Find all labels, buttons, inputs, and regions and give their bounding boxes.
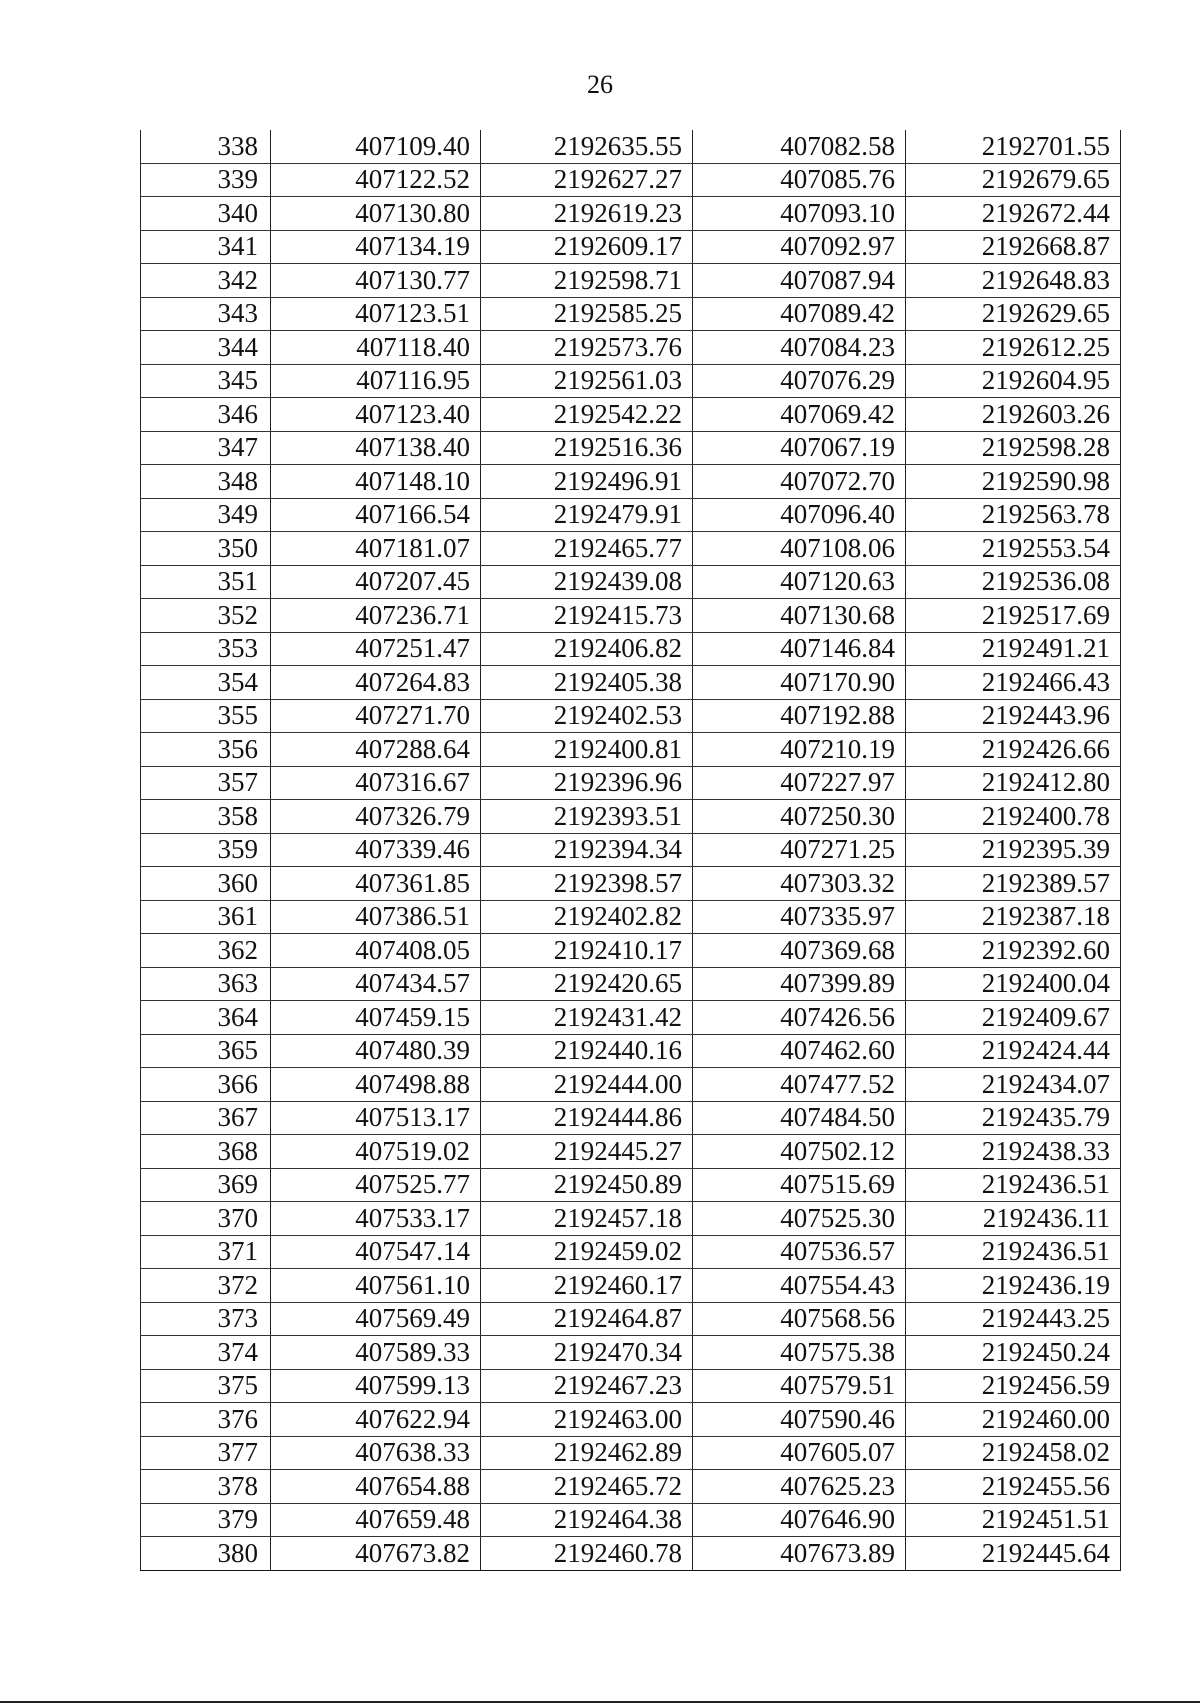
y2-cell: 2192590.98 [906, 465, 1121, 499]
y1-cell: 2192465.72 [481, 1470, 693, 1504]
coordinates-table [140, 130, 1121, 1571]
y2-cell: 2192424.44 [906, 1034, 1121, 1068]
table-row [141, 532, 1121, 566]
table-row [141, 632, 1121, 666]
y1-cell: 2192585.25 [481, 297, 693, 331]
point-number-cell: 373 [141, 1302, 271, 1336]
x1-cell: 407181.07 [271, 532, 481, 566]
y1-cell: 2192635.55 [481, 130, 693, 163]
x2-cell: 407515.69 [693, 1168, 906, 1202]
y1-cell: 2192479.91 [481, 498, 693, 532]
point-number-cell: 370 [141, 1202, 271, 1236]
x2-cell: 407271.25 [693, 833, 906, 867]
x2-cell: 407525.30 [693, 1202, 906, 1236]
y2-cell: 2192400.78 [906, 800, 1121, 834]
x1-cell: 407533.17 [271, 1202, 481, 1236]
table-row [141, 967, 1121, 1001]
point-number-cell: 341 [141, 230, 271, 264]
table-row [141, 297, 1121, 331]
x1-cell: 407638.33 [271, 1436, 481, 1470]
x1-cell: 407264.83 [271, 666, 481, 700]
table-row [141, 498, 1121, 532]
y1-cell: 2192396.96 [481, 766, 693, 800]
x1-cell: 407339.46 [271, 833, 481, 867]
scan-edge-line [0, 1701, 1200, 1703]
y2-cell: 2192648.83 [906, 264, 1121, 298]
x1-cell: 407236.71 [271, 599, 481, 633]
coordinates-table-body [141, 130, 1121, 1570]
y2-cell: 2192604.95 [906, 364, 1121, 398]
y1-cell: 2192619.23 [481, 197, 693, 231]
point-number-cell: 378 [141, 1470, 271, 1504]
table-row [141, 1135, 1121, 1169]
y1-cell: 2192496.91 [481, 465, 693, 499]
table-row [141, 599, 1121, 633]
y1-cell: 2192464.38 [481, 1503, 693, 1537]
table-row [141, 934, 1121, 968]
x1-cell: 407166.54 [271, 498, 481, 532]
point-number-cell: 346 [141, 398, 271, 432]
y2-cell: 2192436.51 [906, 1235, 1121, 1269]
y2-cell: 2192445.64 [906, 1537, 1121, 1571]
y1-cell: 2192410.17 [481, 934, 693, 968]
x2-cell: 407072.70 [693, 465, 906, 499]
point-number-cell: 352 [141, 599, 271, 633]
y2-cell: 2192435.79 [906, 1101, 1121, 1135]
x1-cell: 407673.82 [271, 1537, 481, 1571]
x2-cell: 407568.56 [693, 1302, 906, 1336]
table-row [141, 733, 1121, 767]
table-row [141, 666, 1121, 700]
y2-cell: 2192603.26 [906, 398, 1121, 432]
table-row [141, 1503, 1121, 1537]
y1-cell: 2192394.34 [481, 833, 693, 867]
table-row [141, 699, 1121, 733]
x1-cell: 407569.49 [271, 1302, 481, 1336]
y1-cell: 2192573.76 [481, 331, 693, 365]
point-number-cell: 375 [141, 1369, 271, 1403]
x2-cell: 407082.58 [693, 130, 906, 163]
y2-cell: 2192455.56 [906, 1470, 1121, 1504]
y1-cell: 2192457.18 [481, 1202, 693, 1236]
y1-cell: 2192542.22 [481, 398, 693, 432]
table-row [141, 1436, 1121, 1470]
point-number-cell: 338 [141, 130, 271, 163]
x2-cell: 407575.38 [693, 1336, 906, 1370]
x2-cell: 407076.29 [693, 364, 906, 398]
point-number-cell: 369 [141, 1168, 271, 1202]
y1-cell: 2192464.87 [481, 1302, 693, 1336]
y2-cell: 2192434.07 [906, 1068, 1121, 1102]
table-row [141, 833, 1121, 867]
y1-cell: 2192402.82 [481, 900, 693, 934]
table-row [141, 1034, 1121, 1068]
y2-cell: 2192456.59 [906, 1369, 1121, 1403]
point-number-cell: 365 [141, 1034, 271, 1068]
y2-cell: 2192451.51 [906, 1503, 1121, 1537]
x1-cell: 407622.94 [271, 1403, 481, 1437]
x1-cell: 407659.48 [271, 1503, 481, 1537]
x2-cell: 407477.52 [693, 1068, 906, 1102]
y2-cell: 2192426.66 [906, 733, 1121, 767]
x1-cell: 407130.80 [271, 197, 481, 231]
point-number-cell: 360 [141, 867, 271, 901]
x2-cell: 407625.23 [693, 1470, 906, 1504]
point-number-cell: 380 [141, 1537, 271, 1571]
y1-cell: 2192444.86 [481, 1101, 693, 1135]
x1-cell: 407138.40 [271, 431, 481, 465]
point-number-cell: 376 [141, 1403, 271, 1437]
point-number-cell: 377 [141, 1436, 271, 1470]
x2-cell: 407673.89 [693, 1537, 906, 1571]
y1-cell: 2192440.16 [481, 1034, 693, 1068]
point-number-cell: 347 [141, 431, 271, 465]
point-number-cell: 362 [141, 934, 271, 968]
x2-cell: 407146.84 [693, 632, 906, 666]
y2-cell: 2192612.25 [906, 331, 1121, 365]
x2-cell: 407590.46 [693, 1403, 906, 1437]
x2-cell: 407605.07 [693, 1436, 906, 1470]
point-number-cell: 379 [141, 1503, 271, 1537]
y1-cell: 2192627.27 [481, 163, 693, 197]
y2-cell: 2192395.39 [906, 833, 1121, 867]
table-row [141, 230, 1121, 264]
point-number-cell: 351 [141, 565, 271, 599]
x1-cell: 407547.14 [271, 1235, 481, 1269]
table-row [141, 364, 1121, 398]
point-number-cell: 366 [141, 1068, 271, 1102]
x2-cell: 407084.23 [693, 331, 906, 365]
y2-cell: 2192672.44 [906, 197, 1121, 231]
y2-cell: 2192400.04 [906, 967, 1121, 1001]
table-row [141, 1403, 1121, 1437]
table-row [141, 565, 1121, 599]
y2-cell: 2192563.78 [906, 498, 1121, 532]
table-row [141, 264, 1121, 298]
x2-cell: 407085.76 [693, 163, 906, 197]
y2-cell: 2192436.51 [906, 1168, 1121, 1202]
x2-cell: 407089.42 [693, 297, 906, 331]
x2-cell: 407096.40 [693, 498, 906, 532]
x1-cell: 407134.19 [271, 230, 481, 264]
x1-cell: 407386.51 [271, 900, 481, 934]
point-number-cell: 367 [141, 1101, 271, 1135]
x2-cell: 407170.90 [693, 666, 906, 700]
point-number-cell: 343 [141, 297, 271, 331]
x2-cell: 407067.19 [693, 431, 906, 465]
y2-cell: 2192629.65 [906, 297, 1121, 331]
table-row [141, 1470, 1121, 1504]
point-number-cell: 345 [141, 364, 271, 398]
table-row [141, 1235, 1121, 1269]
table-row [141, 331, 1121, 365]
table-row [141, 766, 1121, 800]
point-number-cell: 364 [141, 1001, 271, 1035]
x2-cell: 407462.60 [693, 1034, 906, 1068]
x2-cell: 407087.94 [693, 264, 906, 298]
x2-cell: 407303.32 [693, 867, 906, 901]
x1-cell: 407513.17 [271, 1101, 481, 1135]
x2-cell: 407554.43 [693, 1269, 906, 1303]
point-number-cell: 353 [141, 632, 271, 666]
x2-cell: 407484.50 [693, 1101, 906, 1135]
table-row [141, 1537, 1121, 1571]
table-row [141, 800, 1121, 834]
x1-cell: 407122.52 [271, 163, 481, 197]
y2-cell: 2192458.02 [906, 1436, 1121, 1470]
point-number-cell: 339 [141, 163, 271, 197]
point-number-cell: 357 [141, 766, 271, 800]
point-number-cell: 361 [141, 900, 271, 934]
y1-cell: 2192393.51 [481, 800, 693, 834]
x1-cell: 407498.88 [271, 1068, 481, 1102]
table-row [141, 130, 1121, 163]
table-row [141, 1369, 1121, 1403]
y2-cell: 2192466.43 [906, 666, 1121, 700]
x1-cell: 407118.40 [271, 331, 481, 365]
y1-cell: 2192444.00 [481, 1068, 693, 1102]
y2-cell: 2192436.19 [906, 1269, 1121, 1303]
x2-cell: 407369.68 [693, 934, 906, 968]
x1-cell: 407130.77 [271, 264, 481, 298]
table-row [141, 465, 1121, 499]
y2-cell: 2192443.25 [906, 1302, 1121, 1336]
point-number-cell: 372 [141, 1269, 271, 1303]
y1-cell: 2192516.36 [481, 431, 693, 465]
y2-cell: 2192460.00 [906, 1403, 1121, 1437]
y2-cell: 2192668.87 [906, 230, 1121, 264]
x2-cell: 407579.51 [693, 1369, 906, 1403]
x1-cell: 407434.57 [271, 967, 481, 1001]
point-number-cell: 349 [141, 498, 271, 532]
table-row [141, 1202, 1121, 1236]
point-number-cell: 355 [141, 699, 271, 733]
point-number-cell: 371 [141, 1235, 271, 1269]
x2-cell: 407210.19 [693, 733, 906, 767]
point-number-cell: 354 [141, 666, 271, 700]
x2-cell: 407335.97 [693, 900, 906, 934]
x2-cell: 407069.42 [693, 398, 906, 432]
x2-cell: 407426.56 [693, 1001, 906, 1035]
y1-cell: 2192463.00 [481, 1403, 693, 1437]
x2-cell: 407093.10 [693, 197, 906, 231]
y1-cell: 2192406.82 [481, 632, 693, 666]
y2-cell: 2192438.33 [906, 1135, 1121, 1169]
x1-cell: 407525.77 [271, 1168, 481, 1202]
x1-cell: 407326.79 [271, 800, 481, 834]
y2-cell: 2192679.65 [906, 163, 1121, 197]
y2-cell: 2192412.80 [906, 766, 1121, 800]
point-number-cell: 363 [141, 967, 271, 1001]
x1-cell: 407654.88 [271, 1470, 481, 1504]
x2-cell: 407502.12 [693, 1135, 906, 1169]
x2-cell: 407399.89 [693, 967, 906, 1001]
table-row [141, 1068, 1121, 1102]
point-number-cell: 344 [141, 331, 271, 365]
x1-cell: 407251.47 [271, 632, 481, 666]
point-number-cell: 368 [141, 1135, 271, 1169]
y1-cell: 2192420.65 [481, 967, 693, 1001]
y2-cell: 2192392.60 [906, 934, 1121, 968]
x1-cell: 407123.51 [271, 297, 481, 331]
table-row [141, 398, 1121, 432]
x1-cell: 407589.33 [271, 1336, 481, 1370]
point-number-cell: 348 [141, 465, 271, 499]
y2-cell: 2192409.67 [906, 1001, 1121, 1035]
y2-cell: 2192517.69 [906, 599, 1121, 633]
y2-cell: 2192450.24 [906, 1336, 1121, 1370]
y2-cell: 2192443.96 [906, 699, 1121, 733]
x1-cell: 407271.70 [271, 699, 481, 733]
y1-cell: 2192460.17 [481, 1269, 693, 1303]
y1-cell: 2192445.27 [481, 1135, 693, 1169]
x2-cell: 407120.63 [693, 565, 906, 599]
x2-cell: 407250.30 [693, 800, 906, 834]
point-number-cell: 350 [141, 532, 271, 566]
point-number-cell: 358 [141, 800, 271, 834]
table-row [141, 1101, 1121, 1135]
y1-cell: 2192402.53 [481, 699, 693, 733]
y1-cell: 2192400.81 [481, 733, 693, 767]
page-number: 26 [587, 70, 613, 99]
x1-cell: 407361.85 [271, 867, 481, 901]
x2-cell: 407108.06 [693, 532, 906, 566]
y1-cell: 2192598.71 [481, 264, 693, 298]
y2-cell: 2192491.21 [906, 632, 1121, 666]
x1-cell: 407480.39 [271, 1034, 481, 1068]
y2-cell: 2192536.08 [906, 565, 1121, 599]
table-row [141, 1302, 1121, 1336]
y1-cell: 2192609.17 [481, 230, 693, 264]
y1-cell: 2192450.89 [481, 1168, 693, 1202]
x2-cell: 407536.57 [693, 1235, 906, 1269]
y2-cell: 2192436.11 [906, 1202, 1121, 1236]
table-row [141, 867, 1121, 901]
x1-cell: 407116.95 [271, 364, 481, 398]
table-row [141, 197, 1121, 231]
table-row [141, 431, 1121, 465]
point-number-cell: 359 [141, 833, 271, 867]
y2-cell: 2192387.18 [906, 900, 1121, 934]
y2-cell: 2192701.55 [906, 130, 1121, 163]
x1-cell: 407207.45 [271, 565, 481, 599]
y1-cell: 2192415.73 [481, 599, 693, 633]
x1-cell: 407109.40 [271, 130, 481, 163]
x1-cell: 407123.40 [271, 398, 481, 432]
table-row [141, 1168, 1121, 1202]
x2-cell: 407227.97 [693, 766, 906, 800]
point-number-cell: 340 [141, 197, 271, 231]
x1-cell: 407459.15 [271, 1001, 481, 1035]
x2-cell: 407646.90 [693, 1503, 906, 1537]
x2-cell: 407092.97 [693, 230, 906, 264]
y1-cell: 2192398.57 [481, 867, 693, 901]
y2-cell: 2192553.54 [906, 532, 1121, 566]
x2-cell: 407192.88 [693, 699, 906, 733]
x1-cell: 407288.64 [271, 733, 481, 767]
y1-cell: 2192470.34 [481, 1336, 693, 1370]
point-number-cell: 374 [141, 1336, 271, 1370]
table-row [141, 163, 1121, 197]
y1-cell: 2192460.78 [481, 1537, 693, 1571]
x1-cell: 407408.05 [271, 934, 481, 968]
table-row [141, 900, 1121, 934]
table-row [141, 1001, 1121, 1035]
y2-cell: 2192389.57 [906, 867, 1121, 901]
x1-cell: 407599.13 [271, 1369, 481, 1403]
y1-cell: 2192467.23 [481, 1369, 693, 1403]
y1-cell: 2192462.89 [481, 1436, 693, 1470]
x1-cell: 407561.10 [271, 1269, 481, 1303]
y1-cell: 2192459.02 [481, 1235, 693, 1269]
x2-cell: 407130.68 [693, 599, 906, 633]
point-number-cell: 342 [141, 264, 271, 298]
x1-cell: 407316.67 [271, 766, 481, 800]
y1-cell: 2192439.08 [481, 565, 693, 599]
y1-cell: 2192561.03 [481, 364, 693, 398]
point-number-cell: 356 [141, 733, 271, 767]
table-row [141, 1269, 1121, 1303]
y1-cell: 2192465.77 [481, 532, 693, 566]
x1-cell: 407148.10 [271, 465, 481, 499]
y2-cell: 2192598.28 [906, 431, 1121, 465]
x1-cell: 407519.02 [271, 1135, 481, 1169]
y1-cell: 2192431.42 [481, 1001, 693, 1035]
table-row [141, 1336, 1121, 1370]
y1-cell: 2192405.38 [481, 666, 693, 700]
